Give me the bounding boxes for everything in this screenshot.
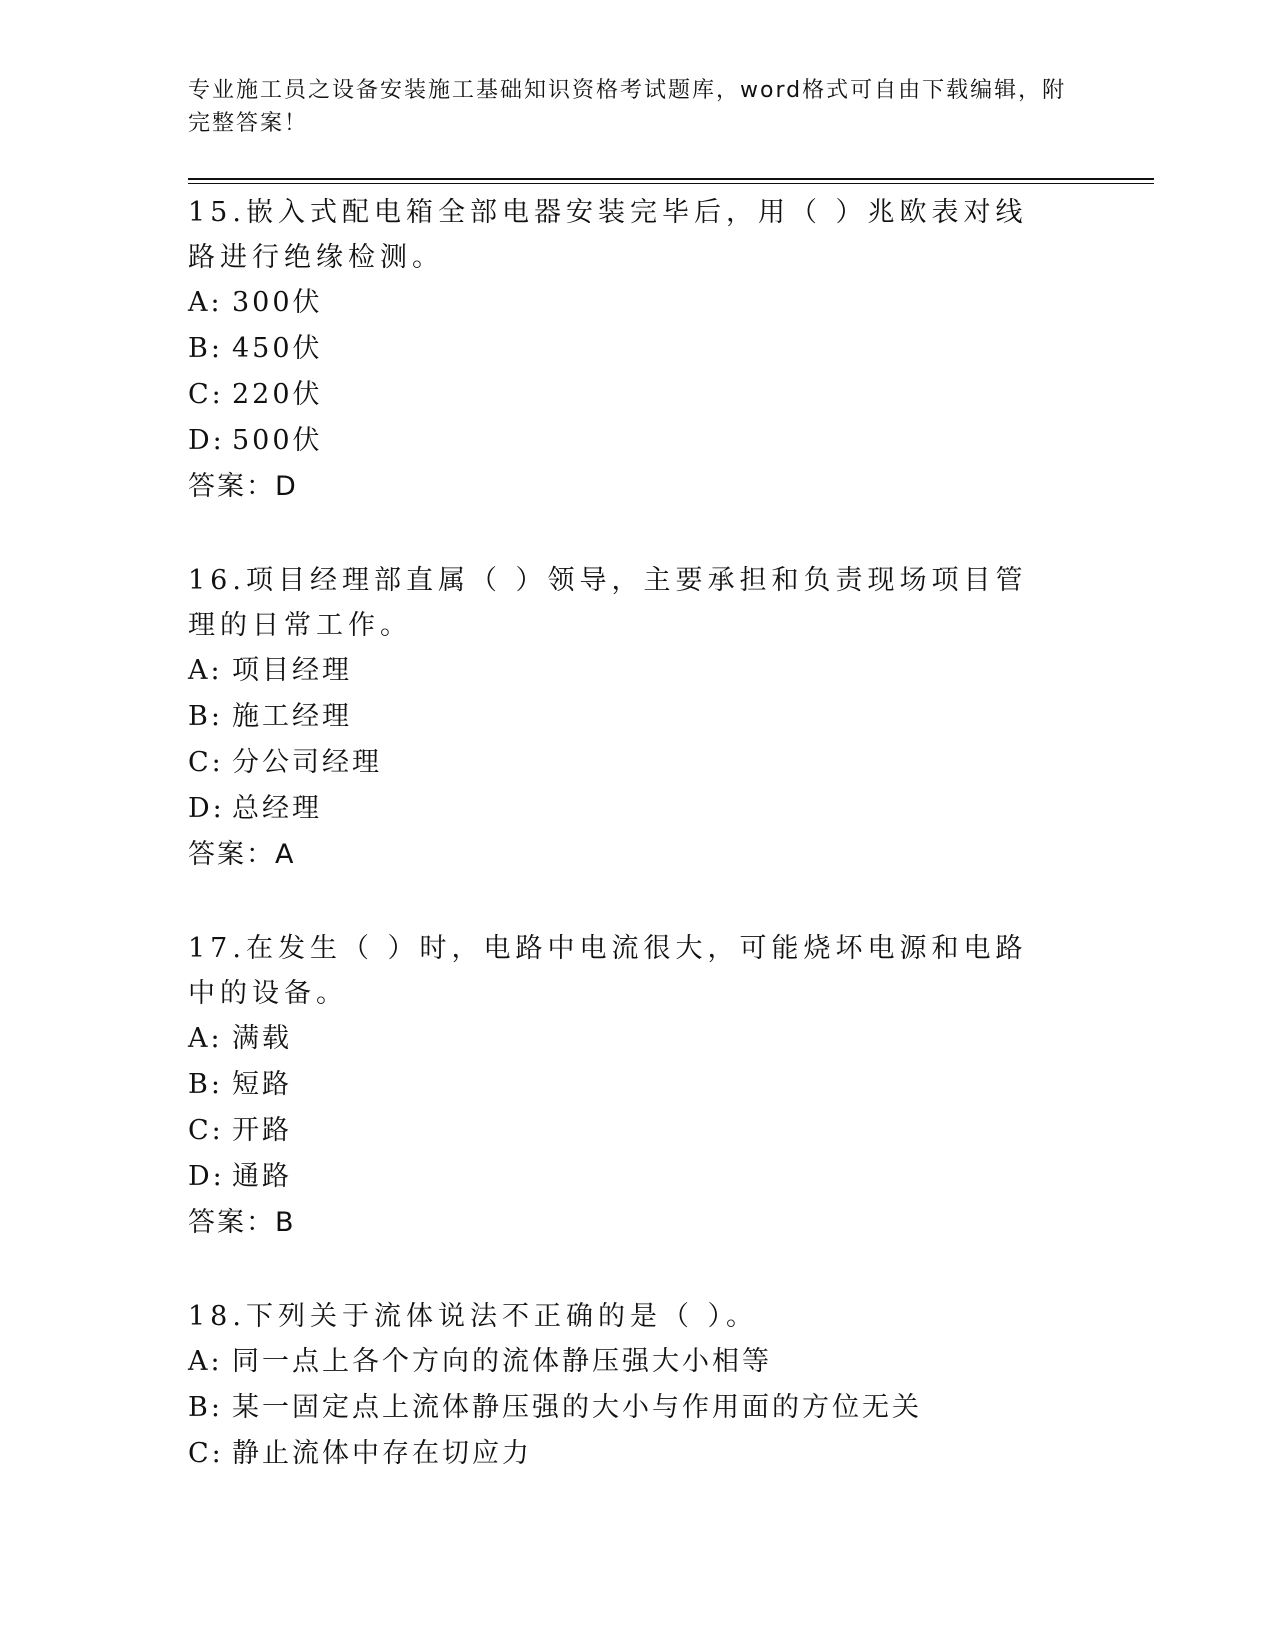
header-text: 专业施工员之设备安装施工基础知识资格考试题库，word格式可自由下载编辑，附完整答案！	[188, 78, 1067, 136]
option-c: C: 分公司经理	[188, 747, 382, 778]
option-d: D: 500伏	[188, 425, 323, 456]
question-15	[188, 190, 1088, 510]
answer-text: 答案：B	[188, 1207, 296, 1238]
question-text: 16.项目经理部直属（ ）领导，主要承担和负责现场项目管理的日常工作。	[188, 565, 1028, 641]
option-b: B: 施工经理	[188, 701, 352, 732]
question-text: 17.在发生（ ）时，电路中电流很大，可能烧坏电源和电路中的设备。	[188, 933, 1028, 1009]
option-a: A: 300伏	[188, 287, 323, 318]
question-16	[188, 558, 1088, 878]
header-divider-thin	[188, 183, 1154, 184]
question-text: 15.嵌入式配电箱全部电器安装完毕后，用（ ）兆欧表对线路进行绝缘检测。	[188, 197, 1028, 273]
option-a: A: 同一点上各个方向的流体静压强大小相等	[188, 1346, 772, 1377]
header-divider-thick	[188, 178, 1154, 180]
option-b: B: 某一固定点上流体静压强的大小与作用面的方位无关	[188, 1392, 922, 1423]
option-c: C: 220伏	[188, 379, 323, 410]
question-18	[188, 1294, 1088, 1477]
option-b: B: 短路	[188, 1069, 292, 1100]
option-c: C: 静止流体中存在切应力	[188, 1438, 532, 1469]
option-c: C: 开路	[188, 1115, 292, 1146]
option-d: D: 总经理	[188, 793, 322, 824]
document-header	[188, 74, 1068, 140]
answer-text: 答案：D	[188, 471, 298, 502]
answer-text: 答案：A	[188, 839, 296, 870]
question-list	[188, 190, 1088, 1525]
question-17	[188, 926, 1088, 1246]
question-text: 18.下列关于流体说法不正确的是（ ）。	[188, 1301, 759, 1332]
option-a: A: 满载	[188, 1023, 292, 1054]
option-b: B: 450伏	[188, 333, 323, 364]
option-d: D: 通路	[188, 1161, 292, 1192]
option-a: A: 项目经理	[188, 655, 352, 686]
